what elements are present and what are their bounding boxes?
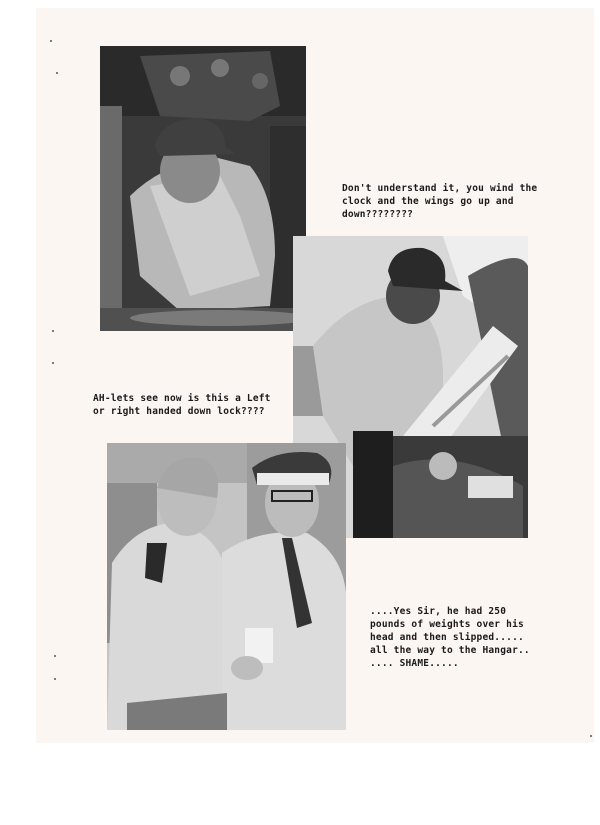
dust-speck xyxy=(50,40,52,42)
caption-line: or right handed down lock???? xyxy=(93,406,265,417)
caption-clock xyxy=(342,182,537,221)
caption-line: all the way to the Hangar.. xyxy=(370,645,530,656)
photo-sailor-machinery xyxy=(100,46,306,331)
dust-speck xyxy=(54,678,56,680)
caption-line: head and then slipped..... xyxy=(370,632,524,643)
dust-speck xyxy=(52,330,54,332)
caption-line: AH-lets see now is this a Left xyxy=(93,393,271,404)
caption-line: .... SHAME..... xyxy=(370,658,459,669)
caption-line: down???????? xyxy=(342,209,414,220)
caption-line: Don't understand it, you wind the xyxy=(342,183,538,194)
caption-lock xyxy=(93,392,271,418)
caption-line: pounds of weights over his xyxy=(370,619,524,630)
dust-speck xyxy=(54,655,56,657)
caption-line: clock and the wings go up and xyxy=(342,196,514,207)
caption-line: ....Yes Sir, he had 250 xyxy=(370,606,507,617)
dust-speck xyxy=(52,362,54,364)
dust-speck xyxy=(56,72,58,74)
photo-officers-talking xyxy=(107,443,346,730)
dust-speck xyxy=(590,735,592,737)
caption-shame xyxy=(370,605,530,670)
